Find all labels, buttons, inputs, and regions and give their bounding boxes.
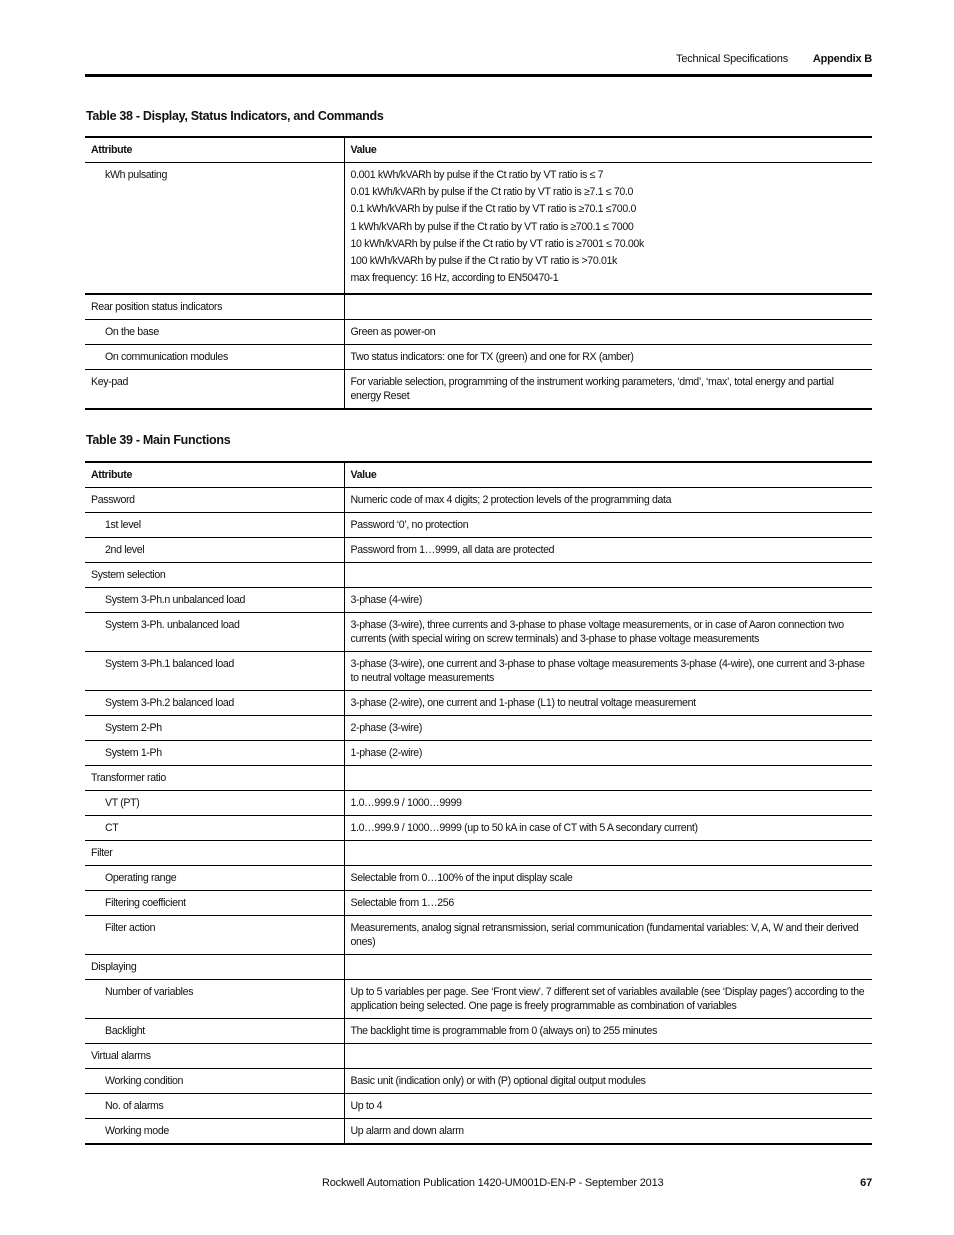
table-row [85, 163, 872, 295]
attribute-cell: Virtual alarms [85, 1044, 344, 1069]
value-cell: Up to 5 variables per page. See ‘Front view’. 7 different set of variables available (see ‘Display pages’) according to the application being selected. One page is freely programmable as combination of variables [344, 980, 872, 1019]
value-line: 0.1 kWh/kVARh by pulse if the Ct ratio by VT ratio is ≥70.1 ≤700.0 [350, 203, 636, 216]
value-cell: Basic unit (indication only) or with (P) optional digital output modules [344, 1069, 872, 1094]
table38 [85, 136, 872, 410]
table-row [85, 955, 872, 980]
value-cell: 1.0…999.9 / 1000…9999 [344, 791, 872, 816]
value-cell [344, 563, 872, 588]
table39-caption: Table 39 - Main Functions [86, 433, 231, 447]
attribute-cell: System 1-Ph [85, 741, 344, 766]
value-cell: 3-phase (3-wire), three currents and 3-phase to phase voltage measurements, or in case of Aaron connection two currents (with special wiring on screw terminals) and 3-phase to phase voltage measurements [344, 613, 872, 652]
attribute-cell: Backlight [85, 1019, 344, 1044]
value-cell [344, 955, 872, 980]
attribute-cell: Working mode [85, 1119, 344, 1145]
table-row [85, 320, 872, 345]
column-header-value: Value [344, 462, 872, 488]
section-title: Technical Specifications [676, 53, 789, 65]
table-row [85, 741, 872, 766]
value-cell: Selectable from 0…100% of the input display scale [344, 866, 872, 891]
attribute-cell: Filter action [85, 916, 344, 955]
table-row [85, 891, 872, 916]
attribute-cell: System 2-Ph [85, 716, 344, 741]
table-row [85, 766, 872, 791]
page-number: 67 [860, 1177, 872, 1189]
value-cell: Password from 1…9999, all data are protected [344, 538, 872, 563]
attribute-cell: Displaying [85, 955, 344, 980]
value-cell: Two status indicators: one for TX (green) and one for RX (amber) [344, 345, 872, 370]
table-row [85, 980, 872, 1019]
attribute-cell: System 3-Ph.1 balanced load [85, 652, 344, 691]
value-cell: Numeric code of max 4 digits; 2 protection levels of the programming data [344, 488, 872, 513]
value-cell: 2-phase (3-wire) [344, 716, 872, 741]
value-cell: Password ‘0’, no protection [344, 513, 872, 538]
value-cell: 1.0…999.9 / 1000…9999 (up to 50 kA in case of CT with 5 A secondary current) [344, 816, 872, 841]
table-row [85, 588, 872, 613]
table-row [85, 513, 872, 538]
attribute-cell: Key-pad [85, 370, 344, 410]
value-cell [344, 1044, 872, 1069]
table-row [85, 1094, 872, 1119]
value-cell: 3-phase (3-wire), one current and 3-phase to phase voltage measurements 3-phase (4-wire), one current and 3-phase to neutral voltage measurements [344, 652, 872, 691]
value-line: 0.001 kWh/kVARh by pulse if the Ct ratio by VT ratio is ≤ 7 [350, 169, 604, 181]
attribute-cell: System 3-Ph.n unbalanced load [85, 588, 344, 613]
table-row [85, 1044, 872, 1069]
value-cell: Up to 4 [344, 1094, 872, 1119]
attribute-cell: System 3-Ph.2 balanced load [85, 691, 344, 716]
value-line: 0.01 kWh/kVARh by pulse if the Ct ratio by VT ratio is ≥7.1 ≤ 70.0 [350, 186, 634, 199]
table-row [85, 1069, 872, 1094]
table-row [85, 716, 872, 741]
attribute-cell: No. of alarms [85, 1094, 344, 1119]
attribute-cell: Operating range [85, 866, 344, 891]
appendix-label: Appendix B [812, 53, 872, 65]
table-row [85, 866, 872, 891]
attribute-cell: kWh pulsating [85, 163, 344, 295]
value-cell: The backlight time is programmable from 0 (always on) to 255 minutes [344, 1019, 872, 1044]
attribute-cell: Transformer ratio [85, 766, 344, 791]
attribute-cell: On communication modules [85, 345, 344, 370]
value-line: 100 kWh/kVARh by pulse if the Ct ratio by VT ratio is >70.01k [350, 254, 617, 267]
attribute-cell: On the base [85, 320, 344, 345]
table-row [85, 1019, 872, 1044]
value-cell: For variable selection, programming of the instrument working parameters, ‘dmd’, ‘max’, total energy and partial energy Reset [344, 370, 872, 410]
attribute-cell: System 3-Ph. unbalanced load [85, 613, 344, 652]
table-row [85, 345, 872, 370]
value-line: 1 kWh/kVARh by pulse if the Ct ratio by VT ratio is ≥700.1 ≤ 7000 [350, 220, 634, 233]
page-header [86, 53, 872, 67]
table-row [85, 841, 872, 866]
value-cell [344, 294, 872, 320]
table-row [85, 916, 872, 955]
table-header-row [85, 137, 872, 163]
attribute-cell: Filtering coefficient [85, 891, 344, 916]
attribute-cell: Rear position status indicators [85, 294, 344, 320]
value-cell: Up alarm and down alarm [344, 1119, 872, 1145]
value-cell [344, 841, 872, 866]
attribute-cell: VT (PT) [85, 791, 344, 816]
table-row [85, 294, 872, 320]
column-header-attribute: Attribute [85, 137, 344, 163]
table-row [85, 538, 872, 563]
table-row [85, 488, 872, 513]
header-rule [85, 74, 872, 77]
attribute-cell: CT [85, 816, 344, 841]
table-row [85, 791, 872, 816]
table-row [85, 816, 872, 841]
column-header-attribute: Attribute [85, 462, 344, 488]
attribute-cell: Filter [85, 841, 344, 866]
attribute-cell: System selection [85, 563, 344, 588]
table-row [85, 1119, 872, 1145]
value-cell: 3-phase (4-wire) [344, 588, 872, 613]
attribute-cell: Working condition [85, 1069, 344, 1094]
attribute-cell: Number of variables [85, 980, 344, 1019]
value-cell [344, 766, 872, 791]
attribute-cell: 2nd level [85, 538, 344, 563]
value-cell: Green as power-on [344, 320, 872, 345]
publication-info: Rockwell Automation Publication 1420-UM001D-EN-P - September 2013 [322, 1177, 664, 1189]
column-header-value: Value [344, 137, 872, 163]
table-header-row [85, 462, 872, 488]
table-row [85, 652, 872, 691]
table-row [85, 691, 872, 716]
value-cell: Selectable from 1…256 [344, 891, 872, 916]
attribute-cell: 1st level [85, 513, 344, 538]
attribute-cell: Password [85, 488, 344, 513]
table-row [85, 370, 872, 410]
value-cell: Measurements, analog signal retransmission, serial communication (fundamental variables: V, A, W and their derived ones) [344, 916, 872, 955]
value-line: max frequency: 16 Hz, according to EN50470-1 [350, 272, 559, 285]
value-cell [344, 163, 872, 295]
table-row [85, 563, 872, 588]
table-row [85, 613, 872, 652]
table38-caption: Table 38 - Display, Status Indicators, and Commands [86, 109, 384, 123]
value-line: 10 kWh/kVARh by pulse if the Ct ratio by VT ratio is ≥7001 ≤ 70.00k [350, 237, 644, 250]
table39 [85, 461, 872, 1145]
value-cell: 3-phase (2-wire), one current and 1-phase (L1) to neutral voltage measurement [344, 691, 872, 716]
value-cell: 1-phase (2-wire) [344, 741, 872, 766]
